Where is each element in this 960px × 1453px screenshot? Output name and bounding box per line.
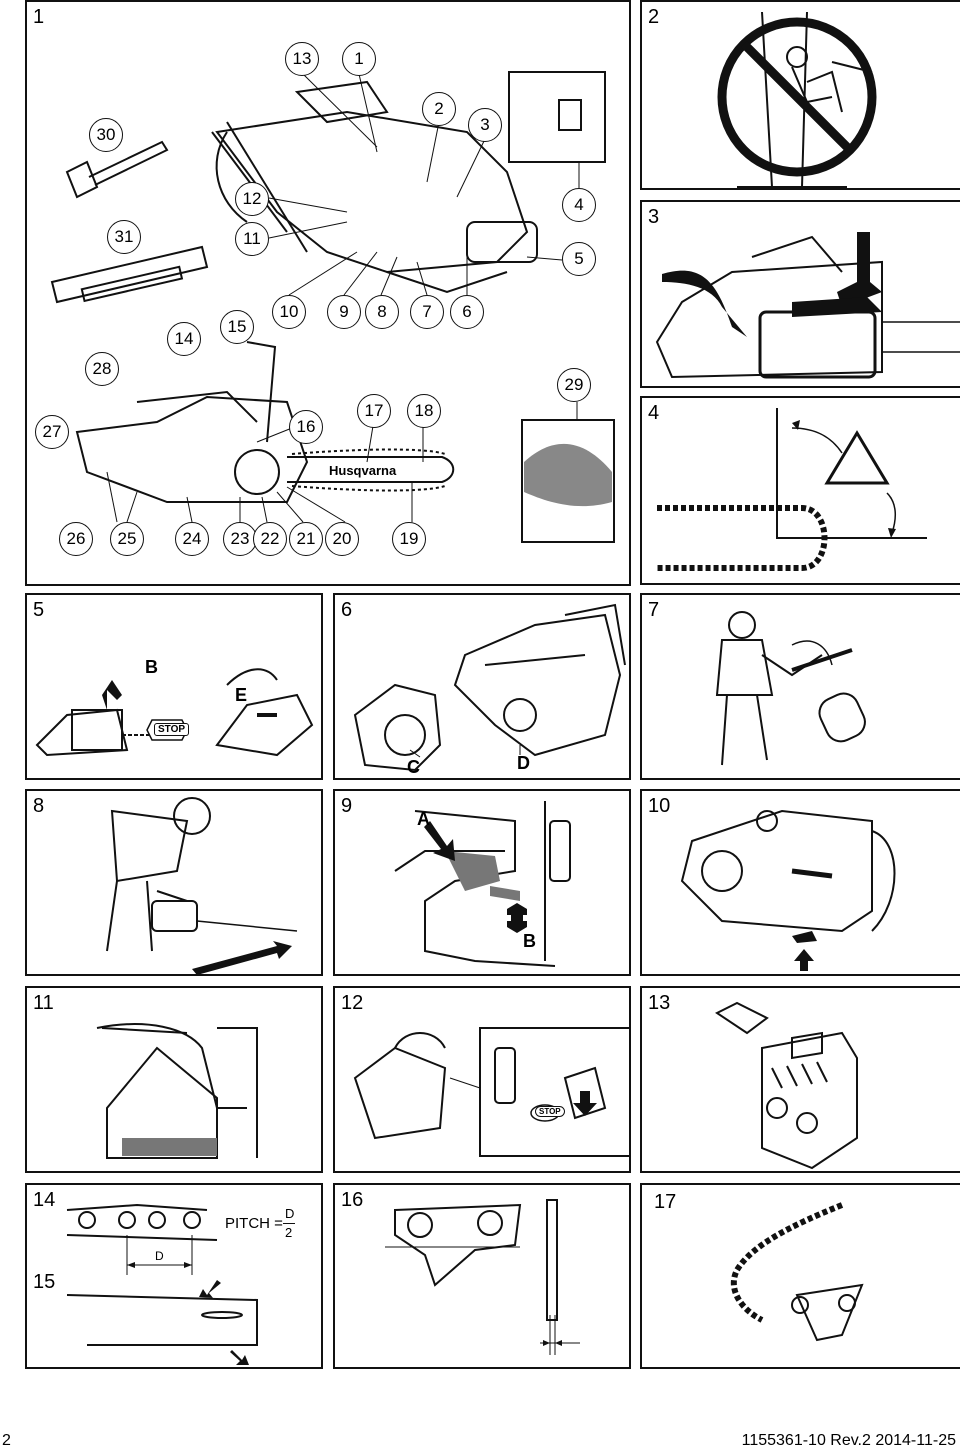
operator-kickback-illustration bbox=[642, 595, 960, 780]
pitch-formula-label: PITCH = bbox=[225, 1215, 283, 1232]
callout-26: 26 bbox=[59, 522, 93, 556]
muffler-illustration bbox=[642, 988, 960, 1173]
panel-number: 12 bbox=[341, 992, 364, 1014]
callout-11: 11 bbox=[235, 222, 269, 256]
panel-number: 3 bbox=[648, 206, 660, 228]
label-d: D bbox=[517, 753, 530, 773]
chain-catcher-illustration bbox=[642, 791, 960, 976]
panel-number-14: 14 bbox=[33, 1189, 56, 1211]
bar-brand-text: Husqvarna bbox=[329, 463, 397, 478]
figure-panel-6 bbox=[333, 593, 631, 780]
stop-switch-detail-illustration bbox=[335, 988, 631, 1173]
panel-number: 10 bbox=[648, 795, 671, 817]
pitch-denominator: 2 bbox=[285, 1225, 293, 1240]
callout-9: 9 bbox=[327, 295, 361, 329]
callout-22: 22 bbox=[253, 522, 287, 556]
callout-27: 27 bbox=[35, 415, 69, 449]
starting-position-illustration bbox=[27, 791, 323, 976]
sprocket-illustration bbox=[335, 1185, 631, 1369]
figure-panel-1 bbox=[25, 0, 631, 586]
callout-23: 23 bbox=[223, 522, 257, 556]
panel-number: 2 bbox=[648, 6, 660, 28]
document-reference: 1155361-10 Rev.2 2014-11-25 bbox=[741, 1432, 956, 1449]
chain-and-sprocket-illustration bbox=[642, 1185, 960, 1369]
callout-2: 2 bbox=[422, 92, 456, 126]
callout-25: 25 bbox=[110, 522, 144, 556]
callout-3: 3 bbox=[468, 108, 502, 142]
callout-29: 29 bbox=[557, 368, 591, 402]
stop-switch-illustration bbox=[27, 595, 323, 780]
label-b: B bbox=[145, 657, 158, 677]
pitch-fraction-bar bbox=[283, 1223, 295, 1224]
figure-panel-8 bbox=[25, 789, 323, 976]
panel-number: 13 bbox=[648, 992, 671, 1014]
figure-panel-10 bbox=[640, 789, 960, 976]
figure-panel-7 bbox=[640, 593, 960, 780]
callout-14: 14 bbox=[167, 322, 201, 356]
clutch-cover-illustration bbox=[335, 595, 631, 780]
throttle-lockout-illustration bbox=[335, 791, 631, 976]
panel-number-15: 15 bbox=[33, 1271, 56, 1293]
panel-number: 5 bbox=[33, 599, 45, 621]
callout-31: 31 bbox=[107, 220, 141, 254]
callout-17: 17 bbox=[357, 394, 391, 428]
stop-symbol: STOP bbox=[535, 1106, 565, 1117]
kickback-zone-illustration bbox=[642, 398, 960, 585]
callout-20: 20 bbox=[325, 522, 359, 556]
callout-19: 19 bbox=[392, 522, 426, 556]
callout-13: 13 bbox=[285, 42, 319, 76]
callout-5: 5 bbox=[562, 242, 596, 276]
callout-12: 12 bbox=[235, 182, 269, 216]
label-c: C bbox=[407, 757, 420, 777]
callout-4: 4 bbox=[562, 188, 596, 222]
figure-panel-4 bbox=[640, 396, 960, 585]
figure-panel-2 bbox=[640, 0, 960, 190]
panel-number: 9 bbox=[341, 795, 353, 817]
label-a: A bbox=[417, 809, 430, 829]
figure-panel-16 bbox=[333, 1183, 631, 1369]
figure-panel-13 bbox=[640, 986, 960, 1173]
panel-number: 1 bbox=[33, 6, 45, 28]
stop-symbol: STOP bbox=[154, 723, 189, 736]
callout-1: 1 bbox=[342, 42, 376, 76]
callout-10: 10 bbox=[272, 295, 306, 329]
callout-8: 8 bbox=[365, 295, 399, 329]
callout-7: 7 bbox=[410, 295, 444, 329]
callout-6: 6 bbox=[450, 295, 484, 329]
callout-15: 15 bbox=[220, 310, 254, 344]
label-e: E bbox=[235, 685, 248, 705]
chain-brake-illustration bbox=[642, 202, 960, 388]
figure-panel-14-15 bbox=[25, 1183, 323, 1369]
pitch-numerator: D bbox=[285, 1206, 295, 1221]
figure-panel-5 bbox=[25, 593, 323, 780]
page-number: 2 bbox=[2, 1432, 11, 1449]
callout-18: 18 bbox=[407, 394, 441, 428]
figure-panel-12 bbox=[333, 986, 631, 1173]
callout-28: 28 bbox=[85, 352, 119, 386]
callout-21: 21 bbox=[289, 522, 323, 556]
label-b: B bbox=[523, 931, 536, 951]
callout-24: 24 bbox=[175, 522, 209, 556]
panel-number: 11 bbox=[33, 992, 54, 1014]
pitch-dimension-label: D bbox=[155, 1249, 164, 1263]
callout-16: 16 bbox=[289, 410, 323, 444]
panel-number: 17 bbox=[654, 1191, 677, 1213]
figure-panel-17 bbox=[640, 1183, 960, 1369]
figure-panel-11 bbox=[25, 986, 323, 1173]
figure-panel-3 bbox=[640, 200, 960, 388]
no-climbing-illustration bbox=[642, 2, 960, 190]
panel-number: 4 bbox=[648, 402, 660, 424]
panel-number: 7 bbox=[648, 599, 660, 621]
callout-30: 30 bbox=[89, 118, 123, 152]
panel-number: 16 bbox=[341, 1189, 364, 1211]
panel-number: 6 bbox=[341, 599, 353, 621]
panel-number: 8 bbox=[33, 795, 45, 817]
figure-panel-9 bbox=[333, 789, 631, 976]
chainsaw-parts-illustration bbox=[27, 2, 631, 586]
chain-pitch-and-bar-illustration bbox=[27, 1185, 323, 1369]
throttle-trigger-illustration bbox=[27, 988, 323, 1173]
